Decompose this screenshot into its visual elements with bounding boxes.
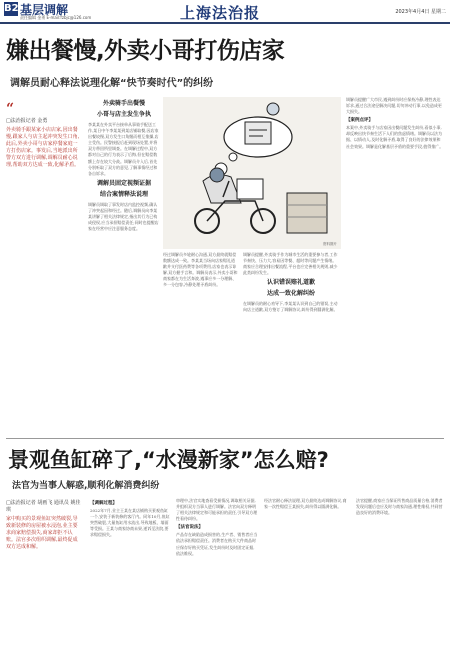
story2-col2-text: 审理中,法官实地查看受损情况,调取相关证据,并组织双方当事人进行调解。法官向双方释明了相关法律规定和可能承担的责任,引导双方理性看待纠纷。 xyxy=(176,498,258,522)
story1-col3-heading: 认识错误赔礼道歉 xyxy=(266,279,315,287)
story2-column-4 xyxy=(356,498,444,664)
story1-col3-text: 调解员提醒,外卖骑手作为城市生活的重要参与者,工作节奏快、压力大,容易因等餐、超时等问题产生情绪。商家应合理安排出餐流程,平台也应完善相关规则,减少此类纠纷发生。 xyxy=(243,252,338,276)
story1-column-2 xyxy=(163,252,238,434)
newspaper-logo: 上海法治报 xyxy=(180,4,261,22)
story1-column-4 xyxy=(346,97,444,434)
story2-lead xyxy=(6,498,82,551)
story2-column-1 xyxy=(90,498,170,664)
issue-date: 2023年4月4日 星期二 xyxy=(395,9,446,15)
story2-headline: 景观鱼缸碎了,“水漫新家”怎么赔? xyxy=(8,448,329,472)
story2-col1-text: 2022年7月,业主王某在某店铺购买景观鱼缸一个,安装于新装修的客厅内。同年10月,鱼缸突然破裂,大量鱼缸用水流出,导致地板、墙面等受损。王某与商家协商未果,遂诉至法院,要求赔偿损失。 xyxy=(90,508,170,538)
story2-subhead: 法官为当事人解惑,顺利化解消费纠纷 xyxy=(12,481,160,491)
story2-col4-text: 经法官耐心释法说理,双方最终达成调解协议,商家一次性赔偿王某损失,纠纷得以圆满化解。 xyxy=(264,498,347,510)
page-number: B2 xyxy=(4,3,19,14)
section-divider xyxy=(6,438,444,439)
story1-byline: □法治报记者 金勇 xyxy=(6,118,48,124)
story2-column-3 xyxy=(264,498,350,664)
story1-col3-text2: 在调解员的耐心劝导下,李某某认识到自己的错误,主动向店主道歉,双方签订了调解协议,纠纷得到圆满化解。 xyxy=(243,301,338,313)
delivery-illustration xyxy=(163,97,341,249)
story2-tag2: 【法官说法】 xyxy=(176,525,203,531)
story1-col1-heading3: 调解员固定视频证据 xyxy=(96,179,151,187)
story1-column-1 xyxy=(88,97,160,434)
story1-column-3 xyxy=(243,252,339,434)
story1-col4-heading: 【案例点评】 xyxy=(346,118,373,124)
masthead xyxy=(0,0,450,24)
quote-mark-icon: “ xyxy=(6,101,15,117)
illustration-credit: 资料图片 xyxy=(323,242,337,246)
story1-col1-heading2: 小哥与店主发生争执 xyxy=(96,111,151,118)
story2-tag1: 【调解过程】 xyxy=(90,501,117,506)
story1-col4-text: 调解员提醒广大市民,遇到纠纷时应保持冷静,理性表达诉求,通过合法途径解决问题,切勿冲动行事,以免造成更大损失。 xyxy=(346,97,442,115)
story1-col4-text2: 本案中,外卖骑手与店家因出餐问题发生纠纷,看似小事,却反映出快节奏生活下人们的焦虑情绪。调解员以法为据、以情动人,及时化解矛盾,取得了良好的法律效果和社会效果。调解是化解基层矛盾的重要手段,值得推广。 xyxy=(346,125,444,149)
story1-col1-text2: 调解员调取了事发时店内监控视频,确认了冲突起因和经过。随后,调解员向李某某讲解了相关法律规定,指出其行为已构成侵权,应当承担赔偿责任;同时也提醒店家在经营中应注意服务态度。 xyxy=(88,201,159,232)
section-subline: 责任编辑 金勇 E-mail:fzbjc@126.com xyxy=(20,15,92,20)
story1-subhead: 调解员耐心释法说理化解“快节奏时代”的纠纷 xyxy=(10,78,214,89)
story1-col1-heading4: 结合案情释法说理 xyxy=(99,190,148,198)
story2-col3-text: 产品存在缺陷造成损害的,生产者、销售者应当依法承担赔偿责任。消费者在购买大件商品时应保存好购买凭证,发生纠纷时及时固定证据,依法维权。 xyxy=(176,532,258,556)
story2-column-2 xyxy=(176,498,258,664)
story1-col1-text: 李某某在外卖平台接单从事骑手配送工作,某日中午李某某到某店铺取餐,因店家出餐较慢,双方发生口角继而相互推搡,店主受伤。民警接报后赶到现场处置,并将双方带回所里调查。在调解过程中,双方都对自己的行为表示了后悔,但在赔偿数额上存在较大分歧。调解员介入后,首先分别听取了双方的意见,了解事情经过和各自诉求。 xyxy=(88,122,159,176)
delivery-rider-icon xyxy=(163,97,341,249)
story1-col1-heading: 外卖骑手出餐慢 xyxy=(102,100,145,107)
story1-lead xyxy=(6,101,80,169)
story1-headline: 嫌出餐慢,外卖小哥打伤店家 xyxy=(6,38,285,64)
story2-lead-text: 家中购买的景观鱼缸突然破裂,导致新装修的房屋被水浸泡,业主要求商家赔偿损失,商家却拒不认账。法官多次组织调解,最终促成双方达成和解。 xyxy=(6,516,78,550)
story2-byline: □法治报记者 胡画飞 通讯员 姚佳琪 xyxy=(6,500,81,513)
story1-col3-heading2: 达成一致化解纠纷 xyxy=(266,290,315,298)
section-title: 基层调解 xyxy=(20,3,69,17)
story1-lead-text: 外卖骑手跟某家小店店家,因出餐慢,跟家人与店主起冲突发生口角,此后,外卖小哥与店家停餐家庭一方打伤店家。事发后,当地派出所警方双方进行调解,调解员耐心说理,帮助双方达成一致,化解矛盾。 xyxy=(6,127,80,168)
story1-col2-text: 经过调解员多轮耐心沟通,双方最终就赔偿数额达成一致。李某某当场向店家赔礼道歉并支付医药费等各项费用,店家也表示谅解,双方握手言和。调解员表示,外卖小哥和商家都在为生活奔波,遇事应多一分理解、多一分包容,冷静处理矛盾纠纷。 xyxy=(163,252,238,288)
story2-col5-text: 法官提醒,商家应当保证所售商品质量合格,消费者发现问题后也应及时与商家沟通,理性维权,共同营造良好的消费环境。 xyxy=(356,498,443,516)
